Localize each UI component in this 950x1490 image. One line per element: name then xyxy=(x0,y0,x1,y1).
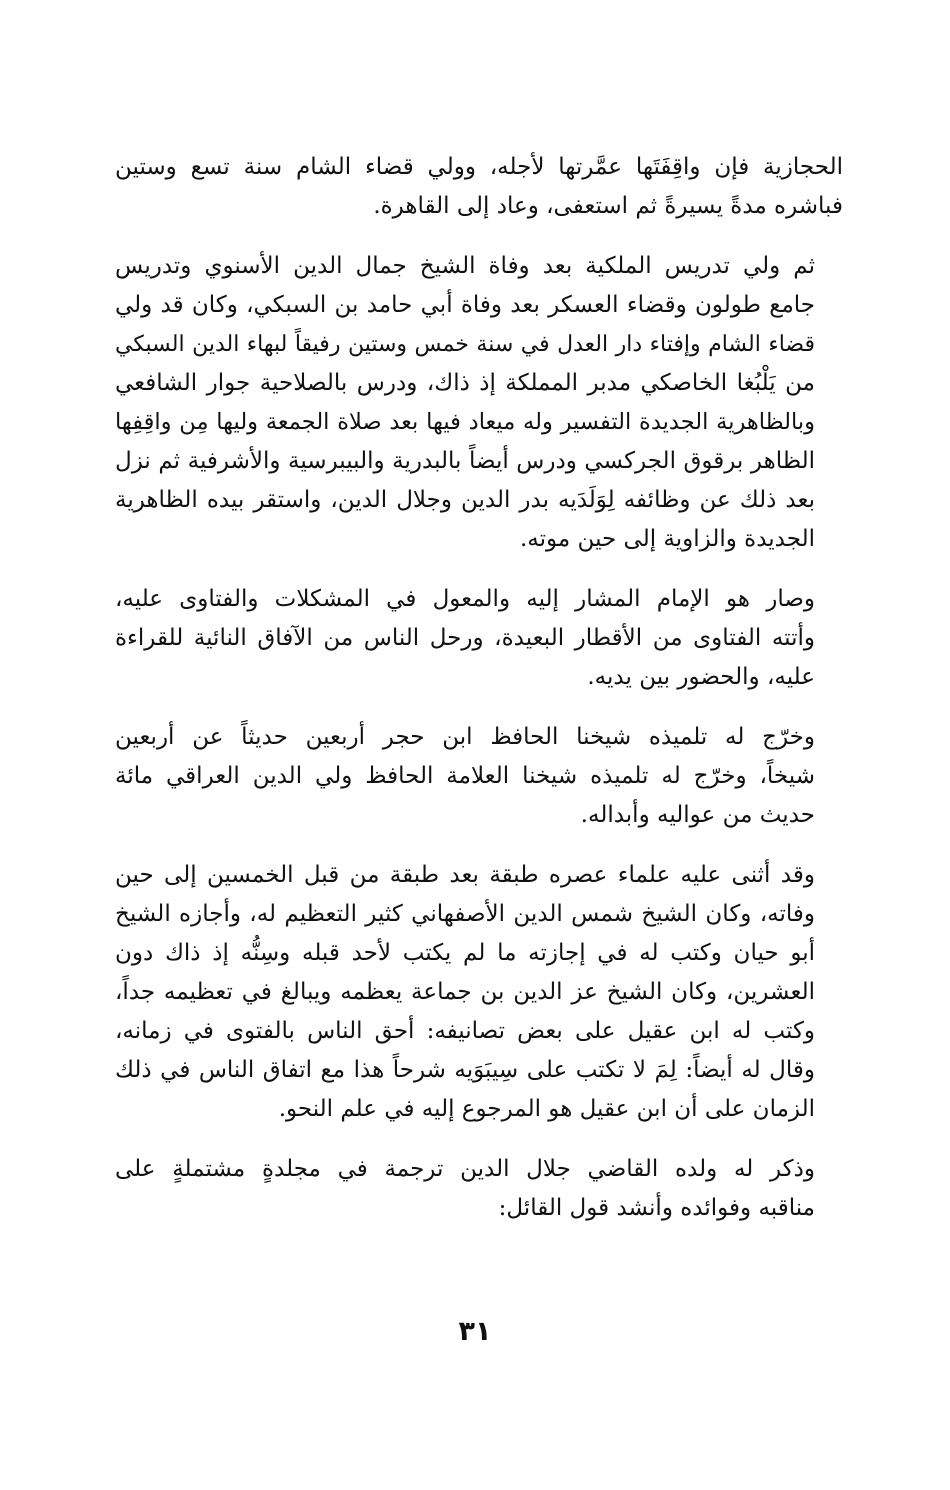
text-line: جامع طولون وقضاء العسكر بعد وفاة أبي حامد بن السبكي، وكان قد ولي xyxy=(115,292,815,318)
text-line: من يَلْبُغا الخاصكي مدبر المملكة إذ ذاك، ودرس بالصلاحية جوار الشافعي xyxy=(115,370,815,396)
text-line: أبو حيان وكتب له في إجازته ما لم يكتب لأحد قبله وسِنُّه إذ ذاك دون xyxy=(115,940,815,966)
text-line: مناقبه وفوائده وأنشد قول القائل: xyxy=(498,1195,815,1221)
text-line: قضاء الشام وإفتاء دار العدل في سنة خمس وستين رفيقاً لبهاء الدين السبكي xyxy=(115,332,815,357)
body-text xyxy=(115,148,843,1249)
text-line: حديث من عواليه وأبداله. xyxy=(580,802,815,828)
text-line: وكتب له ابن عقيل على بعض تصانيفه: أحق الناس بالفتوى في زمانه، xyxy=(115,1018,815,1044)
text-line: بعد ذلك عن وظائفه لِوَلَدَيه بدر الدين وجلال الدين، واستقر بيده الظاهرية xyxy=(115,487,815,513)
text-line: وصار هو الإمام المشار إليه والمعول في المشكلات والفتاوى عليه، xyxy=(115,586,815,612)
paragraph xyxy=(115,247,843,559)
text-line: الجديدة والزاوية إلى حين موته. xyxy=(520,526,815,552)
text-line: شيخاً، وخرّج له تلميذه شيخنا العلامة الحافظ ولي الدين العراقي مائة xyxy=(115,763,815,789)
text-line: الحجازية فإن واقِفَتَها عمَّرتها لأجله، وولي قضاء الشام سنة تسع وستين xyxy=(115,154,843,180)
text-line: وبالظاهرية الجديدة التفسير وله ميعاد فيها بعد صلاة الجمعة وليها مِن واقِفِها xyxy=(115,409,815,435)
text-line: الظاهر برقوق الجركسي ودرس أيضاً بالبدرية والبيبرسية والأشرفية ثم نزل xyxy=(115,448,815,474)
text-line: العشرين، وكان الشيخ عز الدين بن جماعة يعظمه ويبالغ في تعظيمه جداً، xyxy=(115,979,815,1005)
text-line: الزمان على أن ابن عقيل هو المرجوع إليه في علم النحو. xyxy=(278,1096,815,1122)
text-line: وقد أثنى عليه علماء عصره طبقة بعد طبقة من قبل الخمسين إلى حين xyxy=(115,862,815,888)
paragraph xyxy=(115,718,843,835)
text-line: وأتته الفتاوى من الأقطار البعيدة، ورحل الناس من الآفاق النائية للقراءة xyxy=(115,625,815,651)
paragraph xyxy=(115,580,843,697)
text-line: عليه، والحضور بين يديه. xyxy=(587,664,815,690)
text-line: وفاته، وكان الشيخ شمس الدين الأصفهاني كثير التعظيم له، وأجازه الشيخ xyxy=(115,901,815,927)
page-number: ٣١ xyxy=(458,1316,492,1347)
text-line: وخرّج له تلميذه شيخنا الحافظ ابن حجر أربعين حديثاً عن أربعين xyxy=(115,724,815,750)
paragraph xyxy=(115,856,843,1129)
text-line: فباشره مدةً يسيرةً ثم استعفى، وعاد إلى القاهرة. xyxy=(373,193,843,219)
text-line: ثم ولي تدريس الملكية بعد وفاة الشيخ جمال الدين الأسنوي وتدريس xyxy=(115,253,815,279)
text-line: وقال له أيضاً: لِمَ لا تكتب على سِيبَوَيه شرحاً هذا مع اتفاق الناس في ذلك xyxy=(115,1057,815,1083)
text-line: وذكر له ولده القاضي جلال الدين ترجمة في مجلدةٍ مشتملةٍ على xyxy=(115,1156,815,1182)
paragraph xyxy=(115,1150,843,1228)
paragraph xyxy=(115,148,843,226)
